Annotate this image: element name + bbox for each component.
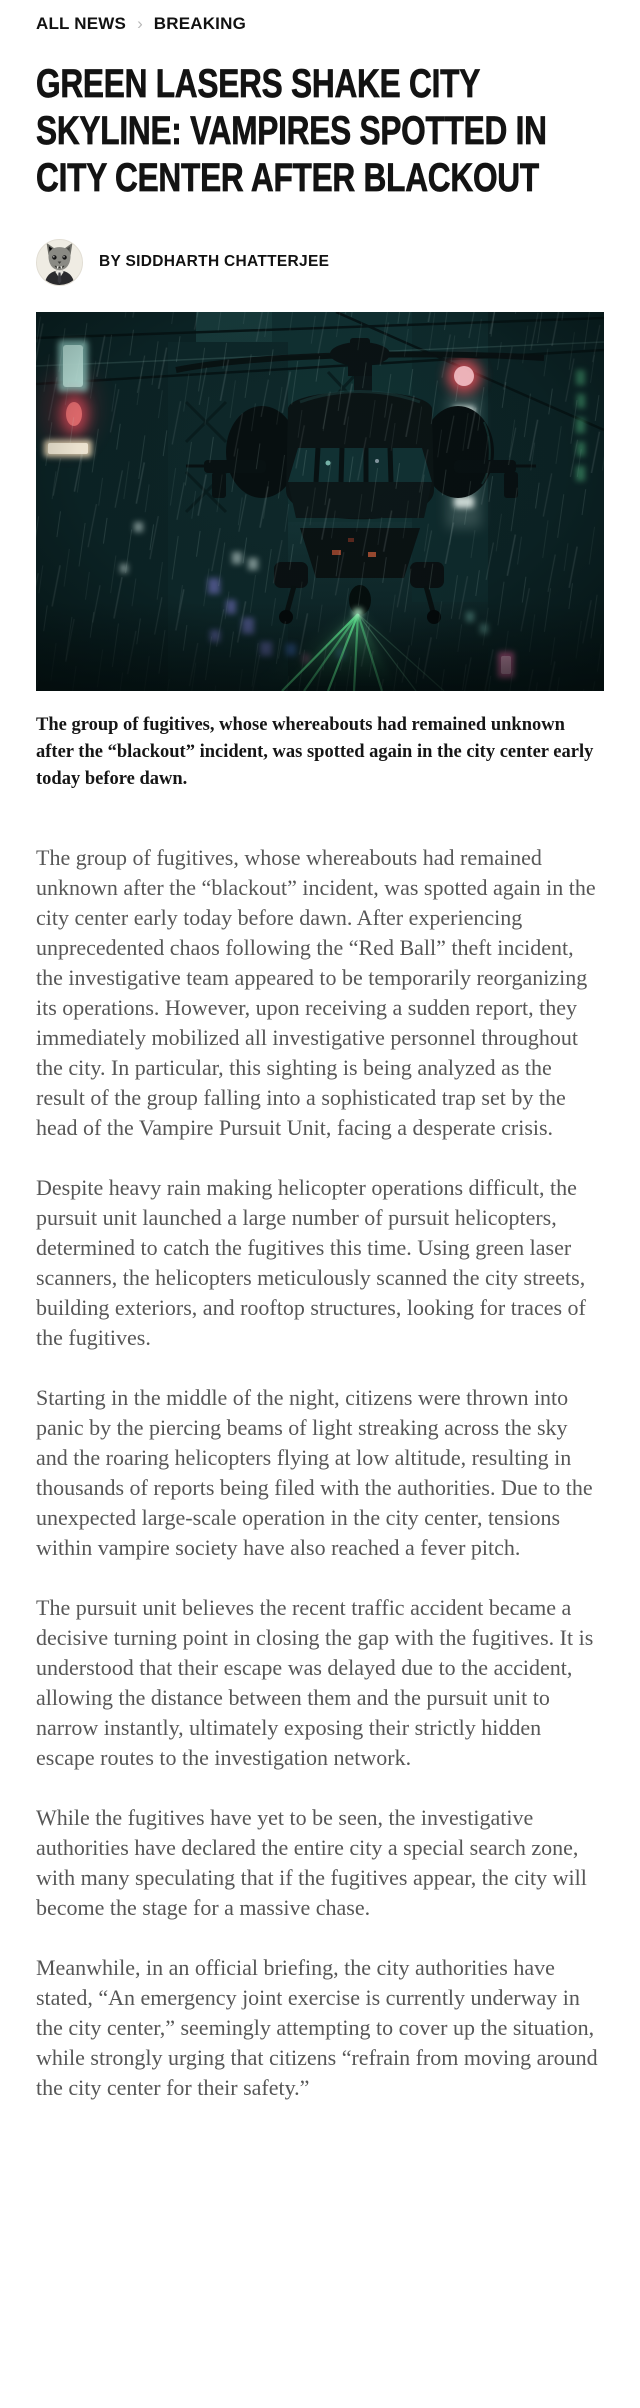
author-avatar: [36, 239, 83, 286]
paragraph: Meanwhile, in an official briefing, the city authorities have stated, “An emergency joint exercise is currently underway in the city center,” seemingly attempting to cover up the situation, while strongly urging that citizens “refrain from moving around the city center for their safety.”: [36, 1955, 598, 2100]
breadcrumb-breaking[interactable]: BREAKING: [153, 14, 247, 33]
paragraph: The group of fugitives, whose whereabouts had remained unknown after the “blackout” incident, was spotted again in the city center early today before dawn. After experiencing unprecedented chaos following the “Red Ball” theft incident, the investigative team appeared to be temporarily reorganizing its operations. However, upon receiving a sudden report, they immediately mobilized all investigative personnel throughout the city. In particular, this sighting is being analyzed as the result of the group falling into a sophisticated trap set by the head of the Vampire Pursuit Unit, facing a desperate crisis.: [36, 845, 596, 1140]
article-headline: GREEN LASERS SHAKE CITY SKYLINE: VAMPIRES SPOTTED IN CITY CENTER AFTER BLACKOUT: [36, 62, 547, 200]
paragraph: Starting in the middle of the night, citizens were thrown into panic by the piercing beams of light streaking across the sky and the roaring helicopters flying at low altitude, resulting in thousands of reports being filed with the authorities. Due to the unexpected large-scale operation in the city center, tensions within vampire society have also reached a fever pitch.: [36, 1385, 593, 1560]
hero-figure: [36, 312, 604, 793]
breadcrumb-all-news[interactable]: ALL NEWS: [36, 14, 127, 33]
breadcrumb: [36, 14, 604, 34]
paragraph: While the fugitives have yet to be seen, the investigative authorities have declared the entire city a special search zone, with many speculating that if the fugitives appear, the city will become the stage for a massive chase.: [36, 1805, 587, 1920]
chevron-right-icon: ›: [137, 13, 143, 33]
article-body: [36, 843, 604, 2103]
vampire-bat-icon: [37, 240, 82, 285]
hero-image: [36, 312, 604, 691]
byline: [36, 238, 604, 286]
byline-author[interactable]: BY SIDDHARTH CHATTERJEE: [99, 253, 330, 270]
paragraph: The pursuit unit believes the recent traffic accident became a decisive turning point in closing the gap with the fugitives. It is understood that their escape was delayed due to the accident, allowing the distance between them and the pursuit unit to narrow instantly, ultimately exposing their strictly hidden escape routes to the investigation network.: [36, 1595, 594, 1770]
paragraph: Despite heavy rain making helicopter operations difficult, the pursuit unit launched a large number of pursuit helicopters, determined to catch the fugitives this time. Using green laser scanners, the helicopters meticulously scanned the city streets, building exteriors, and rooftop structures, looking for traces of the fugitives.: [36, 1175, 586, 1350]
hero-caption: The group of fugitives, whose whereabouts had remained unknown after the “blackout” incident, was spotted again in the city center early today before dawn.: [36, 715, 594, 789]
